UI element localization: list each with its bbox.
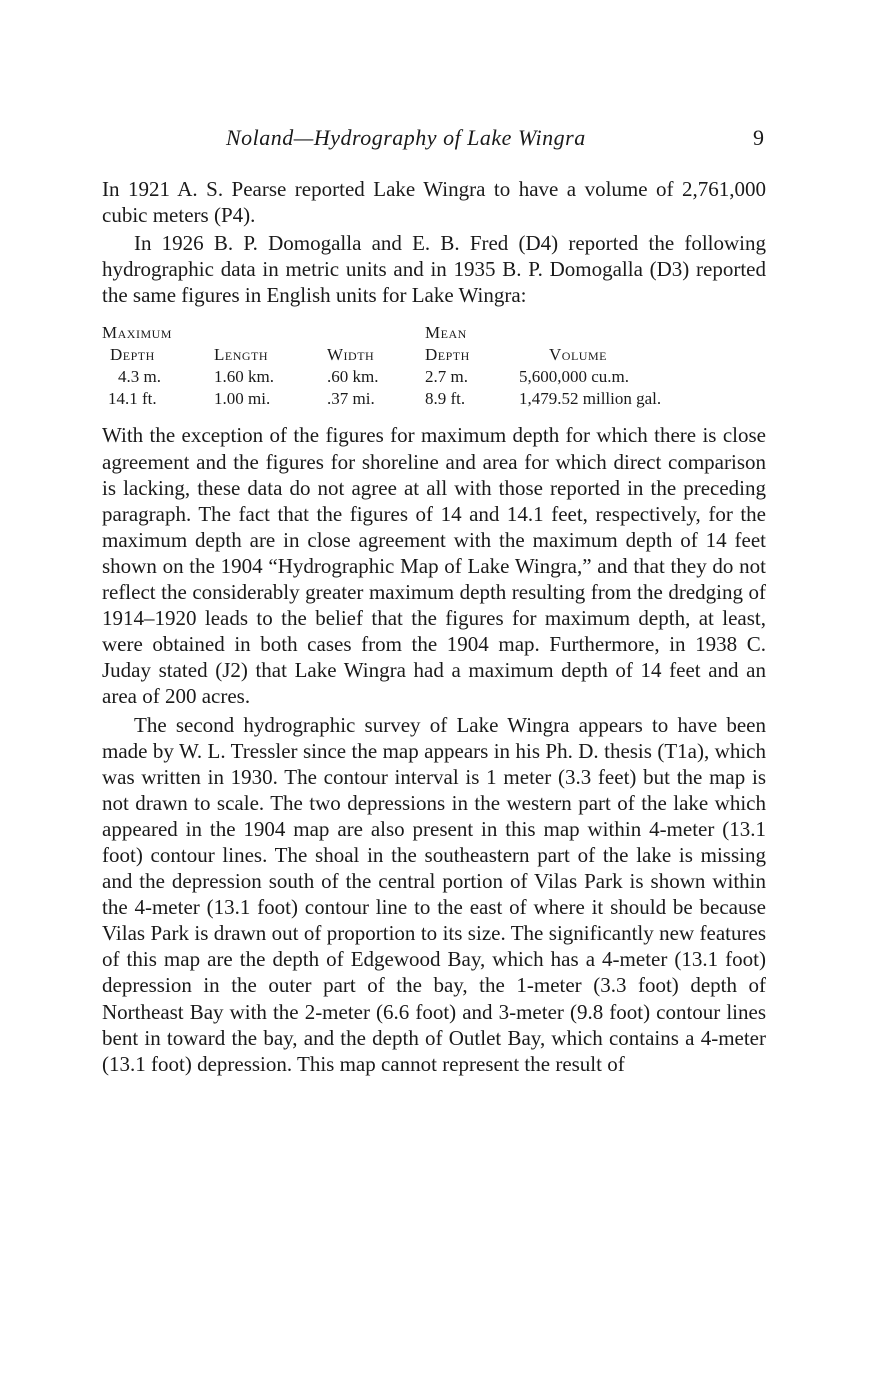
col-header-length: Length bbox=[214, 345, 269, 365]
table-cell: 8.9 ft. bbox=[425, 389, 466, 409]
running-header bbox=[102, 122, 766, 154]
col-header-volume: Volume bbox=[549, 345, 607, 365]
table-header-row-bottom bbox=[102, 344, 719, 366]
table-cell: 14.1 ft. bbox=[108, 389, 157, 409]
col-header-top: Maximum bbox=[102, 323, 172, 343]
table-cell: 4.3 m. bbox=[118, 367, 161, 387]
col-header-width: Width bbox=[327, 345, 375, 365]
hydrographic-data-table bbox=[102, 322, 719, 410]
table-cell: 1,479.52 million gal. bbox=[519, 389, 662, 409]
table-cell: 2.7 m. bbox=[425, 367, 468, 387]
table-row bbox=[102, 366, 719, 388]
table-row bbox=[102, 388, 719, 410]
table-cell: 5,600,000 cu.m. bbox=[519, 367, 630, 387]
page-number: 9 bbox=[753, 125, 764, 150]
paragraph-comparison: With the exception of the figures for maximum depth for which there is close agreement and the figures for shoreline and area for which direct comparison is lacking, these data do not agree at all with those reported in the preceding paragraph. The fact that the figures of 14 and 14.1 feet, respectively, for the maximum depth are in close agreement with the maximum depth of 14 feet shown on the 1904 “Hydrographic Map of Lake Wingra,” and that they do not reflect the considerably greater maximum depth resulting from the dredging of 1914–1920 leads to the belief that the figures for maximum depth, at least, were obtained in both cases from the 1904 map. Furthermore, in 1938 C. Juday stated (J2) that Lake Wingra had a maximum depth of 14 feet and an area of 200 acres. bbox=[102, 423, 766, 709]
col-header-top: Mean bbox=[425, 323, 467, 343]
col-header-mean-depth: Depth bbox=[425, 345, 470, 365]
col-header-top bbox=[519, 322, 719, 344]
col-header-top bbox=[327, 322, 425, 344]
paragraph-pearse: In 1921 A. S. Pearse reported Lake Wingra to have a volume of 2,761,000 cubic meters (P4). bbox=[102, 177, 766, 228]
table-header-row-top bbox=[102, 322, 719, 344]
col-header-max-depth: Depth bbox=[110, 345, 155, 365]
paragraph-domogalla: In 1926 B. P. Domogalla and E. B. Fred (D4) reported the following hydrographic data in metric units and in 1935 B. P. Domogalla (D3) reported the same figures in English units for Lake Wingra: bbox=[102, 231, 766, 308]
table-cell: .60 km. bbox=[327, 367, 379, 387]
table-cell: .37 mi. bbox=[327, 389, 375, 409]
body-text bbox=[102, 176, 766, 1077]
col-header-top bbox=[214, 322, 327, 344]
table-cell: 1.00 mi. bbox=[214, 389, 271, 409]
paragraph-tressler-survey: The second hydrographic survey of Lake Wingra appears to have been made by W. L. Tressler since the map appears in his Ph. D. thesis (T1a), which was written in 1930. The contour interval is 1 meter (3.3 feet) but the map is not drawn to scale. The two depressions in the western part of the lake which appeared in the 1904 map are also present in this map within 4-meter (13.1 foot) contour lines. The shoal in the southeastern part of the lake is missing and the depression south of the central portion of Vilas Park is shown within the 4-meter (13.1 foot) contour line to the east of where it should be because Vilas Park is drawn out of proportion to its size. The significantly new features of this map are the depth of Edgewood Bay, which has a 4-meter (13.1 foot) depression in the outer part of the bay, the 1-meter (3.3 foot) depth of Northeast Bay with the 2-meter (6.6 foot) and 3-meter (9.8 foot) contour lines bent in toward the bay, and the depth of Outlet Bay, which contains a 4-meter (13.1 foot) depression. This map cannot represent the result of bbox=[102, 712, 766, 1076]
running-title: Noland—Hydrography of Lake Wingra bbox=[226, 125, 586, 150]
table-cell: 1.60 km. bbox=[214, 367, 274, 387]
